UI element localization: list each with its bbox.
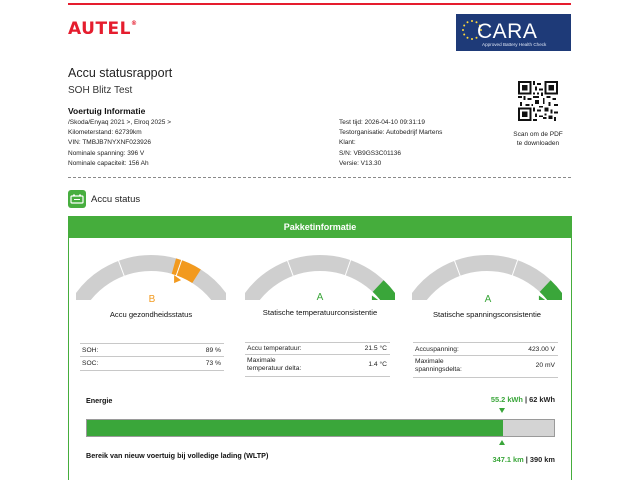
- range-total: 390 km: [529, 455, 555, 464]
- energy-label: Energie: [86, 396, 113, 405]
- test-version: Versie: V13.30: [339, 159, 382, 167]
- energy-bar: [86, 419, 555, 437]
- voltage-gauge: [412, 248, 562, 300]
- qr-caption: Scan om de PDF te downloaden: [513, 131, 563, 147]
- test-organisation: Testorganisatie: Autobedrijf Martens: [339, 129, 443, 137]
- report-subtitle: SOH Blitz Test: [68, 85, 133, 96]
- voltage-table: [413, 342, 558, 378]
- cara-tagline: Approved Battery Health Check: [482, 42, 547, 47]
- table-row: SOC: 73 %: [80, 357, 224, 371]
- cara-logo: [456, 14, 571, 51]
- energy-bar-fill: [87, 420, 503, 436]
- health-table: [80, 343, 224, 371]
- energy-marker-icon: [499, 408, 505, 413]
- table-row: Accuspanning: 423.00 V: [413, 342, 558, 356]
- health-gauge: [76, 248, 226, 300]
- voltage-grade: A: [484, 294, 492, 305]
- vehicle-nominal-voltage: Nominale spanning: 396 V: [68, 149, 145, 157]
- temperature-grade: A: [316, 292, 324, 303]
- temperature-table: [245, 342, 390, 377]
- vehicle-info-heading: Voertuig Informatie: [68, 106, 146, 116]
- range-marker-icon: [499, 440, 505, 445]
- energy-total: 62 kWh: [529, 395, 555, 404]
- vehicle-info-list: [68, 118, 171, 169]
- health-grade: B: [148, 294, 156, 305]
- battery-status-icon: [68, 190, 86, 208]
- table-row: Maximale temperatuur delta: 1.4 °C: [245, 355, 390, 377]
- energy-current: 55.2 kWh: [490, 395, 523, 404]
- section-label: Accu status: [91, 194, 141, 205]
- test-customer: Klant:: [339, 139, 356, 147]
- gauge-indicator: [545, 286, 560, 300]
- temperature-title: Statische temperatuurconsistentie: [262, 308, 378, 317]
- section-divider: [68, 177, 571, 178]
- vehicle-mileage: Kilometerstand: 62739km: [68, 129, 142, 137]
- table-row: Accu temperatuur: 21.5 °C: [245, 342, 390, 355]
- autel-logo: AUTEL®: [68, 19, 138, 39]
- range-value: 347.1 km | 390 km: [492, 455, 555, 464]
- test-serial-number: S/N: VB9GS3C01136: [339, 149, 402, 157]
- qr-code[interactable]: [518, 81, 558, 121]
- gauge-indicator: [378, 286, 393, 300]
- health-title: Accu gezondheidsstatus: [109, 310, 193, 319]
- vehicle-nominal-capacity: Nominale capaciteit: 156 Ah: [68, 159, 149, 167]
- test-info-list: [339, 118, 442, 169]
- test-time: Test tijd: 2026-04-10 09:31:19: [339, 119, 426, 126]
- cara-name: CARA: [477, 20, 538, 43]
- voltage-title: Statische spanningsconsistentie: [432, 310, 542, 319]
- report-title: Accu statusrapport: [68, 66, 173, 80]
- table-row: SOH: 89 %: [80, 343, 224, 357]
- vehicle-vin: VIN: TMBJB7NYXNF023926: [68, 139, 151, 147]
- range-label: Bereik van nieuw voertuig bij volledige lading (WLTP): [86, 451, 269, 460]
- energy-value: 55.2 kWh | 62 kWh: [490, 395, 555, 404]
- top-accent-line: [68, 3, 571, 5]
- vehicle-model: /Skoda/Enyaq 2021 >, Elroq 2025 >: [68, 119, 171, 126]
- table-row: Maximale spanningsdelta: 20 mV: [413, 356, 558, 378]
- range-current: 347.1 km: [492, 455, 524, 464]
- panel-header: Pakketinformatie: [69, 217, 571, 238]
